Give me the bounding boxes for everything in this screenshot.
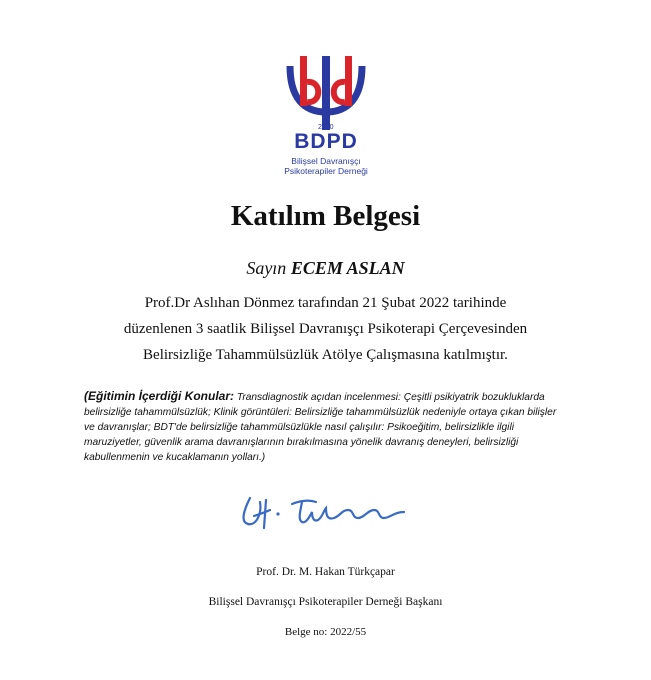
logo-fullname bbox=[280, 156, 372, 176]
logo-year: 2010 bbox=[318, 124, 334, 131]
salutation: Sayın bbox=[246, 258, 287, 278]
signer-title: Bilişsel Davranışçı Psikoterapiler Derneği Başkanı bbox=[208, 596, 443, 608]
certificate-title: Katılım Belgesi bbox=[230, 200, 421, 232]
logo-fullname-line1: Bilişsel Davranışçı bbox=[291, 156, 361, 166]
certificate-body bbox=[60, 290, 591, 368]
body-line: düzenlenen 3 saatlik Bilişsel Davranışçı Psikoterapi Çerçevesinden bbox=[123, 321, 528, 337]
body-line: Prof.Dr Aslıhan Dönmez tarafından 21 Şubat 2022 tarihinde bbox=[144, 295, 507, 311]
body-line: Belirsizliğe Tahammülsüzlük Atölye Çalışmasına katılmıştır. bbox=[143, 347, 508, 363]
topics-label: (Eğitimin İçerdiği Konular: bbox=[84, 389, 235, 403]
handwritten-signature-icon bbox=[236, 488, 416, 538]
recipient-line bbox=[0, 258, 651, 279]
recipient-name: ECEM ASLAN bbox=[290, 258, 405, 278]
signer-name: Prof. Dr. M. Hakan Türkçapar bbox=[256, 566, 395, 578]
topics-text: Transdiagnostik açıdan incelenmesi: Çeşitli psikiyatrik bozukluklarda belirsizliğe tahammülsüzlük; Klinik görüntüleri: Belirsizliğe tahammülsüzlük nedeniyle ortaya çıkan bilişler ve davranışlar; BDT'de belirsizliğe tahammülsüzlükle nasıl çalışılır: Psikoeğitim, belirsizlikle ilgili maruziyetler, güvenlik arama davranışlarının bırakılmasına yönelik davranış deneyleri, belirsizliği kabullenmenin ve kucaklamanın yolları.) bbox=[84, 392, 557, 463]
training-topics bbox=[84, 389, 564, 465]
logo-fullname-line2: Psikoterapiler Derneği bbox=[284, 166, 368, 176]
document-number: Belge no: 2022/55 bbox=[284, 626, 367, 638]
logo-abbreviation: BDPD bbox=[294, 130, 358, 153]
